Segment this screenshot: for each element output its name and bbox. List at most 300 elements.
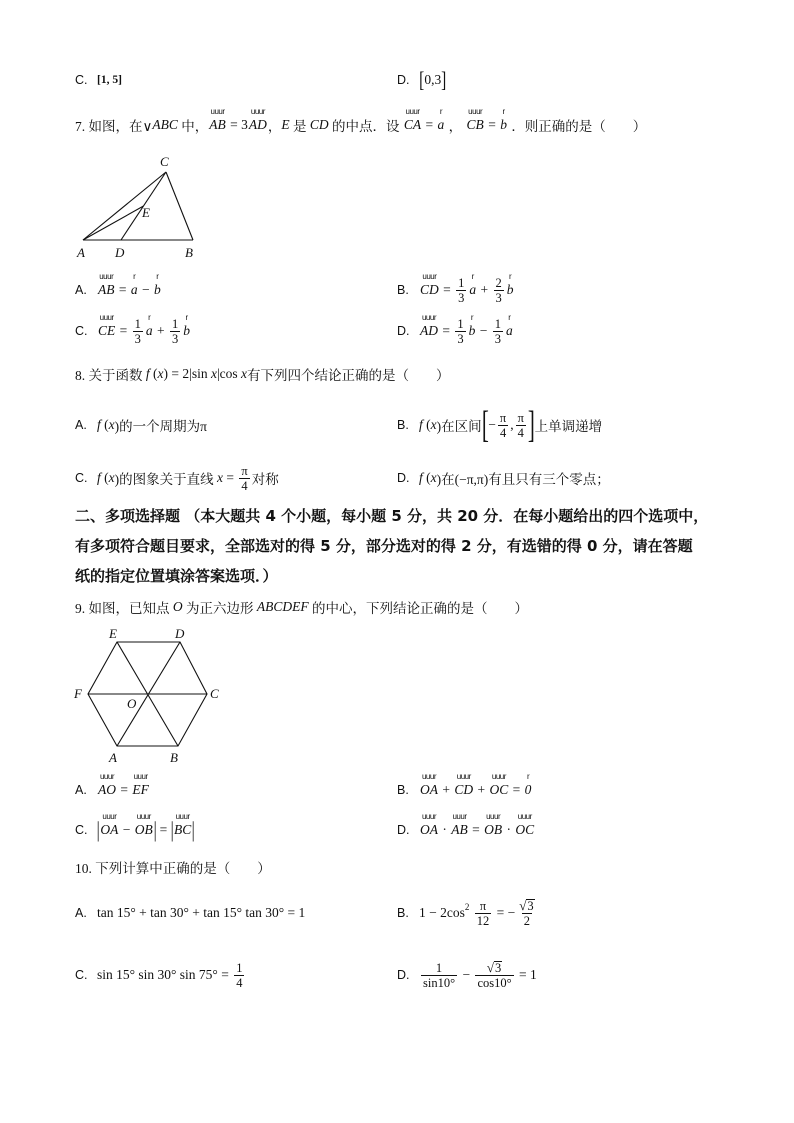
option-content: [96, 812, 195, 842]
point-label-c: C: [210, 686, 219, 701]
fraction: [239, 464, 249, 493]
text-run: 1: [172, 316, 179, 331]
fraction-denominator: [170, 331, 180, 346]
vector-arrow-mark: uuur: [175, 812, 190, 821]
text-run: (: [422, 417, 431, 432]
medium-bracket: ]: [441, 67, 447, 92]
point-label-c: C: [160, 154, 169, 169]
q10-option-c: [75, 960, 246, 990]
math-variable: E: [281, 117, 290, 132]
vector-symbol: AB: [98, 282, 115, 297]
radicand: 3: [495, 960, 502, 975]
option-label: D.: [397, 471, 410, 485]
text-run: +: [477, 282, 492, 297]
option-label: A.: [75, 283, 87, 297]
fraction-numerator: [434, 961, 444, 975]
math-variable: x: [241, 366, 248, 381]
option-label: C.: [75, 471, 88, 485]
option-content: [97, 313, 191, 346]
text-run: 3: [495, 290, 502, 305]
point-label-b: B: [185, 245, 193, 260]
text-run: 1: [494, 316, 501, 331]
math-variable: x: [108, 470, 115, 485]
vector-arrow-mark: uuur: [99, 272, 114, 281]
fraction-numerator: [478, 899, 488, 913]
text-run: 4: [499, 425, 507, 440]
text-run: 8. 关于函数: [75, 368, 146, 383]
q10-stem: [75, 852, 271, 882]
text-run: )的图象关于直线: [114, 472, 218, 487]
vector-symbol: CE: [98, 323, 116, 338]
vector-term: [420, 812, 438, 838]
text-run: (: [100, 417, 109, 432]
vector-term: [420, 272, 439, 298]
medium-bracket: |: [170, 817, 174, 842]
option-content: [97, 905, 305, 921]
fraction: [455, 317, 465, 346]
text-run: 为正六边形: [182, 601, 257, 616]
q10-option-b: [397, 898, 539, 928]
fraction-denominator: [475, 975, 513, 990]
vector-arrow-mark: r: [156, 272, 159, 281]
math-variable: f: [419, 417, 423, 432]
vector-arrow-mark: uuur: [102, 812, 117, 821]
text-run: 3: [134, 331, 141, 346]
superscript: 2: [464, 902, 470, 912]
vector-arrow-mark: r: [509, 272, 512, 281]
point-label-o: O: [127, 696, 137, 711]
vector-term: [100, 812, 119, 838]
vector-symbol: EF: [132, 782, 149, 797]
option-content: [419, 772, 532, 798]
fraction: [517, 899, 536, 928]
vector-symbol: b: [154, 282, 161, 297]
option-content: [97, 74, 122, 86]
text-run: 1: [236, 960, 243, 975]
vector-arrow-mark: uuur: [491, 772, 506, 781]
text-run: |cos: [216, 366, 242, 381]
medium-bracket: [: [419, 67, 425, 92]
fraction-numerator: [498, 411, 508, 425]
text-run: tan 15° + tan 30° + tan 15° tan 30° = 1: [97, 905, 306, 920]
vector-symbol: b: [468, 323, 476, 338]
fraction-denominator: [239, 478, 249, 493]
vector-term: [437, 107, 445, 133]
fraction-denominator: [475, 913, 492, 928]
vector-arrow-mark: r: [148, 313, 151, 322]
q7-option-b: [397, 272, 515, 305]
text-run: = 1: [515, 967, 537, 982]
text-run: 0,3: [424, 72, 442, 87]
fraction-denominator: [455, 331, 465, 346]
option-label: A.: [75, 906, 87, 920]
fraction-numerator: [516, 411, 526, 425]
vector-symbol: OA: [100, 822, 119, 837]
radical-sign-icon: √: [519, 897, 527, 913]
fraction-numerator: [485, 961, 504, 975]
text-run: cos10°: [477, 975, 512, 990]
vector-term: [454, 772, 474, 798]
option-content: [419, 272, 515, 305]
q8-option-d: [397, 463, 610, 493]
question-text: [75, 597, 528, 617]
text-run: 1: [458, 275, 465, 290]
q10-option-a: [75, 898, 305, 928]
text-run: =: [117, 782, 132, 797]
vector-symbol: BC: [173, 822, 192, 837]
q10-option-d: [397, 960, 537, 990]
question-text: [75, 107, 647, 135]
option-content: [97, 464, 279, 493]
text-run: ．则正确的是（ ）: [507, 119, 647, 134]
text-run: = −: [493, 905, 516, 920]
option-content: [419, 899, 539, 928]
vector-symbol: a: [506, 323, 513, 338]
fraction-numerator: [133, 317, 143, 331]
text-run: =: [484, 117, 500, 132]
vector-symbol: CD: [454, 782, 474, 797]
text-run: 1: [435, 960, 443, 975]
large-bracket: ]: [527, 404, 535, 446]
vector-arrow-mark: r: [439, 107, 442, 116]
vector-term: [248, 107, 267, 133]
text-run: (: [422, 470, 431, 485]
text-run: 的中点．设: [328, 119, 403, 134]
text-run: 2: [495, 275, 502, 290]
question-text: [75, 364, 450, 384]
fraction: [475, 961, 513, 990]
medium-bracket: |: [191, 817, 195, 842]
math-variable: O: [172, 599, 183, 614]
fraction-numerator: [517, 899, 536, 913]
vector-symbol: a: [437, 117, 445, 132]
vector-term: [132, 772, 149, 798]
vector-arrow-mark: uuur: [421, 812, 436, 821]
q9-option-d: [397, 812, 535, 845]
text-run: 7. 如图，在∨: [75, 119, 153, 134]
q8-option-a: [75, 410, 207, 440]
text-run: =: [422, 117, 437, 132]
text-run: 3: [172, 331, 179, 346]
text-run: π: [241, 463, 248, 478]
text-run: (: [149, 366, 158, 381]
text-run: 是: [289, 119, 310, 134]
fraction-denominator: [133, 331, 143, 346]
question-text: [75, 857, 271, 877]
vector-term: [506, 272, 514, 298]
radicand: 3: [527, 898, 534, 913]
q9-option-a: [75, 772, 150, 805]
text-run: )在(−π,π)有且只有三个零点；: [436, 472, 610, 487]
fraction-numerator: [170, 317, 180, 331]
vector-arrow-mark: r: [526, 772, 530, 781]
text-run: 2: [523, 913, 531, 928]
option-content: [97, 272, 162, 298]
text-run: 有下列四个结论正确的是（ ）: [247, 368, 450, 383]
option-label: C.: [75, 73, 88, 87]
math-variable: x: [157, 366, 164, 381]
q7-option-c: [75, 313, 191, 346]
text-run: −: [138, 282, 153, 297]
text-run: −: [119, 822, 134, 837]
vector-arrow-mark: uuur: [133, 772, 148, 781]
vector-symbol: b: [500, 117, 507, 132]
vector-symbol: AB: [451, 822, 468, 837]
text-run: +: [153, 323, 169, 338]
vector-arrow-mark: uuur: [99, 313, 114, 322]
text-run: 1 − 2cos: [419, 905, 465, 920]
point-label-d: D: [115, 245, 125, 260]
section-heading-line-3: 纸的指定位置填涂答案选项．）: [75, 566, 278, 585]
vector-term: [145, 313, 153, 339]
option-content: [419, 812, 535, 838]
segment-ae: [83, 206, 144, 240]
vector-symbol: a: [130, 282, 138, 297]
option-label: B.: [397, 418, 409, 432]
option-label: A.: [75, 418, 87, 432]
vector-arrow-mark: r: [133, 272, 136, 281]
text-run: −: [488, 417, 496, 432]
math-variable: x: [210, 366, 217, 381]
square-root: [519, 899, 534, 913]
option-content: [419, 468, 610, 488]
vector-symbol: OA: [420, 782, 438, 797]
math-variable: x: [217, 470, 224, 485]
text-run: π: [479, 898, 487, 913]
vector-term: [524, 772, 532, 798]
fraction-denominator: [456, 290, 466, 305]
q9-hexagon-figure: [68, 624, 228, 769]
math-variable: CD: [309, 117, 329, 132]
fraction: [170, 317, 180, 346]
vector-arrow-mark: uuur: [456, 772, 471, 781]
fraction-denominator: [494, 290, 504, 305]
text-run: 10. 下列计算中正确的是（ ）: [75, 861, 271, 876]
point-label-e: E: [109, 626, 117, 641]
segment-bc: [166, 172, 193, 240]
vector-symbol: OB: [134, 822, 153, 837]
text-run: +: [439, 782, 454, 797]
vector-term: [420, 772, 438, 798]
fraction-denominator: [522, 913, 532, 928]
vector-term: [469, 272, 477, 298]
text-run: 3: [458, 290, 465, 305]
text-run: )的一个周期为π: [114, 419, 207, 434]
option-content: [419, 961, 537, 990]
fraction-numerator: [493, 317, 503, 331]
text-run: 1: [134, 316, 141, 331]
text-run: 对称: [251, 472, 279, 487]
large-bracket: [: [481, 404, 489, 446]
vector-symbol: OB: [484, 822, 503, 837]
math-variable: x: [108, 417, 115, 432]
text-run: 中，: [177, 119, 209, 134]
vector-arrow-mark: uuur: [99, 772, 114, 781]
fraction-denominator: [498, 425, 508, 440]
vector-term: [484, 812, 503, 838]
vector-symbol: 0: [524, 782, 532, 797]
section-heading-line-1: 二、多项选择题 （本大题共 4 个小题，每小题 5 分，共 20 分．在每小题给出的四个选项中，: [75, 506, 709, 525]
vector-symbol: AD: [420, 323, 438, 338]
fraction: [133, 317, 143, 346]
text-run: 9. 如图，已知点: [75, 601, 173, 616]
fraction: [234, 961, 244, 990]
vector-arrow-mark: uuur: [136, 812, 151, 821]
vector-arrow-mark: uuur: [421, 772, 436, 781]
fraction-denominator: [421, 975, 457, 990]
vector-symbol: CA: [403, 117, 422, 132]
text-run: 3: [494, 331, 501, 346]
text-run: ,: [510, 417, 514, 432]
text-run: = 3: [226, 117, 248, 132]
q6-option-c: [75, 65, 122, 95]
text-run: 的中心，下列结论正确的是（ ）: [308, 601, 528, 616]
text-run: 4: [517, 425, 524, 440]
q7-stem: [75, 107, 647, 140]
fraction-denominator: [516, 425, 526, 440]
math-variable: x: [430, 417, 437, 432]
vector-symbol: OA: [420, 822, 438, 837]
fraction-numerator: [234, 961, 244, 975]
vector-arrow-mark: r: [508, 313, 511, 322]
vector-term: [130, 272, 138, 298]
vector-term: [506, 313, 513, 339]
vector-term: [209, 107, 226, 133]
vector-term: [173, 812, 192, 838]
text-run: =: [223, 470, 238, 485]
math-variable: ABCDEF: [256, 599, 309, 614]
fraction: [475, 899, 492, 928]
vector-arrow-mark: uuur: [468, 107, 483, 116]
text-run: −: [459, 967, 474, 982]
vector-symbol: a: [145, 323, 153, 338]
option-content: [419, 313, 514, 346]
text-run: sin10°: [423, 975, 456, 990]
text-run: =: [156, 822, 171, 837]
point-label-d: D: [175, 626, 185, 641]
vector-arrow-mark: uuur: [210, 107, 225, 116]
q7-option-d: [397, 313, 514, 346]
fraction-numerator: [239, 464, 249, 478]
option-content: [97, 772, 150, 798]
point-label-a: A: [77, 245, 85, 260]
math-variable: f: [145, 366, 150, 381]
vector-arrow-mark: uuur: [421, 313, 436, 322]
fraction-numerator: [455, 317, 465, 331]
point-label-f: F: [74, 686, 82, 701]
option-label: B.: [397, 283, 409, 297]
text-run: ，: [267, 119, 282, 134]
option-label: D.: [397, 324, 410, 338]
vector-arrow-mark: r: [471, 272, 474, 281]
math-variable: f: [419, 470, 423, 485]
vector-term: [500, 107, 507, 133]
vector-symbol: OC: [515, 822, 535, 837]
vector-symbol: a: [469, 282, 477, 297]
vector-arrow-mark: uuur: [452, 812, 467, 821]
text-run: [469, 905, 472, 921]
vector-term: [451, 812, 468, 838]
vector-symbol: b: [183, 323, 191, 338]
vector-symbol: AD: [248, 117, 267, 132]
vector-arrow-mark: r: [502, 107, 505, 116]
text-run: =: [468, 822, 484, 837]
square-root: [487, 961, 502, 975]
text-run: 12: [476, 913, 490, 928]
section-heading-line-2: 有多项符合题目要求，全部选对的得 5 分，部分选对的得 2 分，有选错的得 0 分，请在答题: [75, 536, 693, 555]
vector-term: [403, 107, 422, 133]
math-variable: x: [430, 470, 437, 485]
option-label: C.: [75, 823, 88, 837]
vector-symbol: b: [506, 282, 514, 297]
option-content: [419, 68, 447, 92]
q8-option-b: [397, 404, 603, 446]
vector-term: [489, 772, 509, 798]
vector-term: [515, 812, 535, 838]
vector-arrow-mark: r: [185, 313, 188, 322]
text-run: =: [439, 323, 454, 338]
q8-option-c: [75, 463, 279, 493]
q7-option-a: [75, 272, 162, 305]
vector-term: [468, 313, 476, 339]
bold-math-run: [1, 5]: [97, 74, 122, 86]
vector-arrow-mark: uuur: [250, 107, 265, 116]
fraction: [494, 276, 504, 305]
q7-triangle-figure: [70, 150, 210, 265]
option-content: [97, 961, 246, 990]
text-run: π: [499, 410, 507, 425]
vector-symbol: OC: [489, 782, 509, 797]
vector-term: [183, 313, 191, 339]
math-variable: ABC: [152, 117, 178, 132]
text-run: =: [509, 782, 524, 797]
q9-stem: [75, 592, 528, 622]
option-label: C.: [75, 968, 88, 982]
text-run: −: [476, 323, 491, 338]
vector-arrow-mark: uuur: [517, 812, 532, 821]
text-run: (: [100, 470, 109, 485]
text-run: )在区间: [436, 419, 482, 434]
text-run: +: [474, 782, 489, 797]
vector-symbol: CD: [420, 282, 439, 297]
text-run: ·: [439, 822, 451, 837]
fraction-numerator: [456, 276, 466, 290]
text-run: =: [439, 282, 455, 297]
q6-option-d: [397, 65, 447, 95]
vector-arrow-mark: r: [470, 313, 474, 322]
text-run: ) = 2|sin: [163, 366, 211, 381]
math-variable: f: [97, 417, 101, 432]
text-run: ，: [445, 119, 466, 134]
text-run: 上单调递增: [534, 419, 603, 434]
vector-arrow-mark: uuur: [405, 107, 420, 116]
q8-stem: [75, 359, 450, 389]
vector-term: [98, 772, 116, 798]
option-label: D.: [397, 968, 410, 982]
vector-arrow-mark: uuur: [422, 272, 437, 281]
vector-arrow-mark: uuur: [486, 812, 501, 821]
fraction-denominator: [234, 975, 244, 990]
text-run: π: [517, 410, 524, 425]
option-label: B.: [397, 783, 409, 797]
medium-bracket: |: [96, 817, 100, 842]
vector-symbol: AB: [209, 117, 226, 132]
option-label: D.: [397, 73, 410, 87]
fraction: [421, 961, 457, 990]
segment-ac: [83, 172, 166, 240]
vector-symbol: AO: [98, 782, 116, 797]
option-label: B.: [397, 906, 409, 920]
